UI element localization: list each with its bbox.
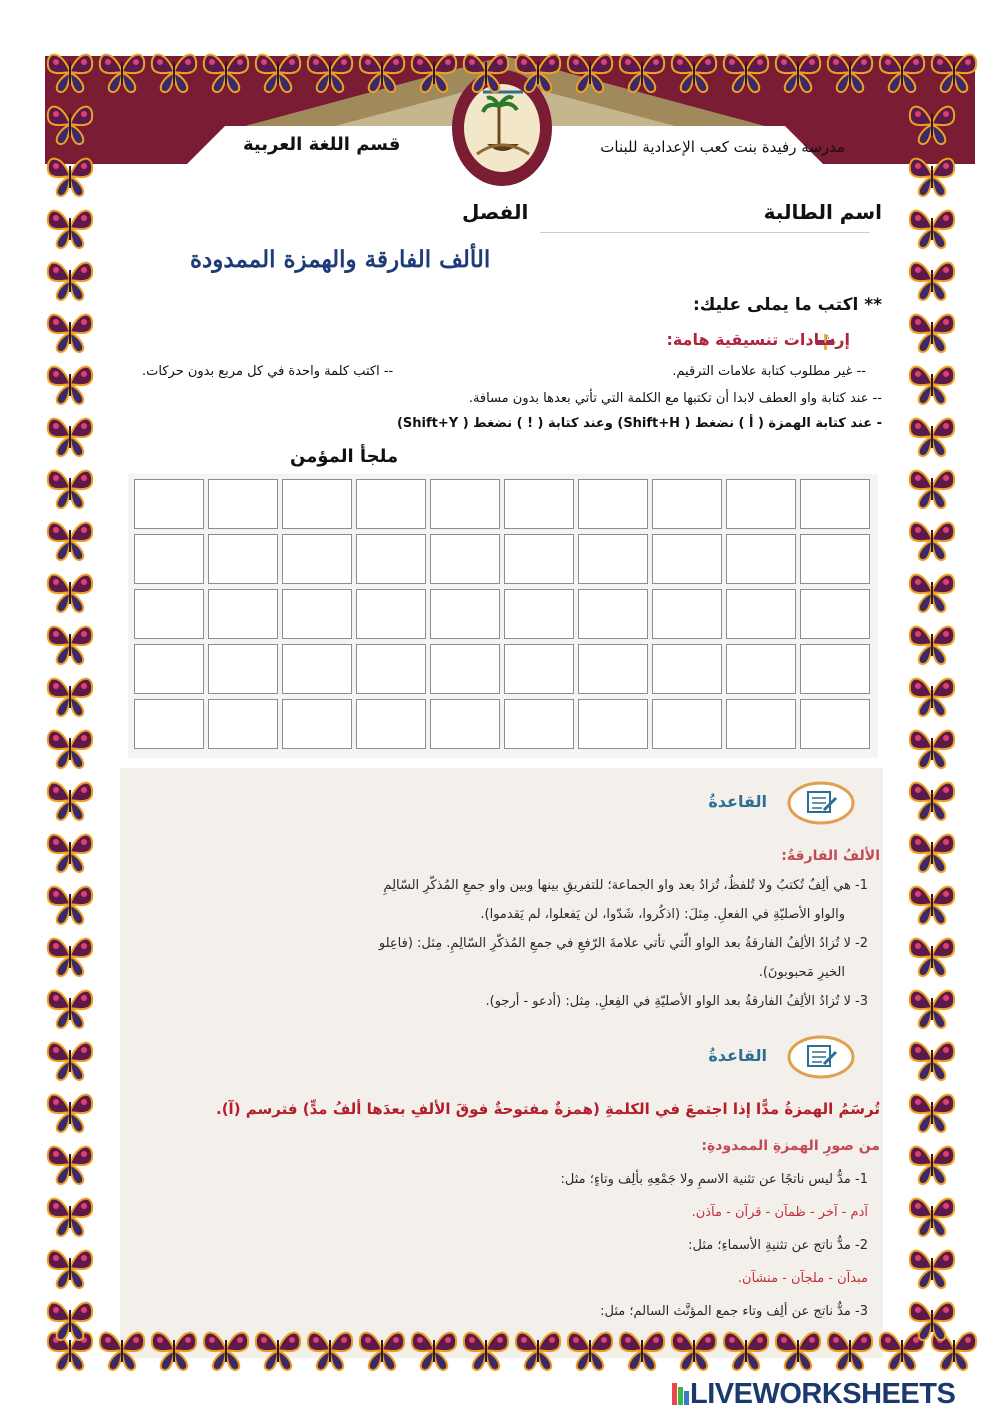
butterfly-icon [304,1324,356,1376]
butterfly-icon [906,618,958,670]
butterfly-icon [616,1324,668,1376]
butterfly-icon [44,1086,96,1138]
butterfly-icon [906,514,958,566]
butterfly-icon [906,982,958,1034]
butterfly-icon [44,462,96,514]
student-name-label: اسم الطالبة [763,200,882,224]
butterfly-icon [906,1086,958,1138]
answer-box[interactable] [726,699,796,749]
butterfly-icon [906,930,958,982]
answer-box[interactable] [356,644,426,694]
answer-box[interactable] [430,589,500,639]
butterfly-icon [408,1324,460,1376]
butterfly-icon [96,1324,148,1376]
rule2-badge-icon [786,1034,856,1080]
butterfly-icon [668,46,720,98]
butterfly-icon [44,982,96,1034]
rule1-point2a: 2- لا تُزادُ الألِفُ الفارقةُ بعد الواو الّتي تأتي علامةَ الرّفعِ في جمعِ المُذكّرِ السّالِمِ. مِثل: (فاعِلو [378,936,868,951]
butterfly-icon [564,46,616,98]
butterfly-icon [44,1242,96,1294]
rule1-badge-label: القاعدةُ [708,792,767,811]
answer-box[interactable] [356,534,426,584]
answer-box[interactable] [652,644,722,694]
rule1-section-title: الألفُ الفارقةُ: [781,848,880,864]
butterfly-icon [906,826,958,878]
butterfly-icon [720,46,772,98]
butterfly-icon [906,566,958,618]
rule1-point1b: والواو الأصليّةِ في الفعلِ. مِثلَ: (اذكُروا، شَدّوا، لن يَفعلوا، لم يَقدموا). [480,907,845,922]
butterfly-icon [44,1294,96,1346]
butterfly-icon [44,254,96,306]
answer-box[interactable] [134,644,204,694]
butterfly-icon [44,1034,96,1086]
butterfly-icon [906,462,958,514]
answer-box[interactable] [504,479,574,529]
butterfly-icon [44,618,96,670]
butterfly-icon [906,254,958,306]
butterfly-icon [772,46,824,98]
guideline-3: -- عند كتابة واو العطف لابدا أن تكتبها مع الكلمة التي تأتي بعدها بدون مسافة. [468,391,882,406]
butterfly-icon [906,410,958,462]
guideline-2: -- اكتب كلمة واحدة في كل مربع بدون حركات. [142,364,394,379]
answer-box[interactable] [430,479,500,529]
answer-box[interactable] [208,534,278,584]
answer-box[interactable] [282,534,352,584]
butterfly-icon [252,46,304,98]
answer-box[interactable] [282,589,352,639]
butterfly-icon [200,46,252,98]
butterfly-icon [44,878,96,930]
butterfly-icon [44,150,96,202]
answer-box[interactable] [430,534,500,584]
answer-box[interactable] [652,699,722,749]
answer-box[interactable] [356,699,426,749]
butterfly-icon [928,46,980,98]
butterfly-icon [44,306,96,358]
answer-box[interactable] [430,644,500,694]
answer-box[interactable] [504,699,574,749]
answer-box[interactable] [726,644,796,694]
butterfly-icon [148,1324,200,1376]
butterfly-icon [906,358,958,410]
butterfly-icon [44,774,96,826]
butterfly-icon [512,1324,564,1376]
rule1-point2b: الخيرِ مَحبوبونَ). [758,965,845,980]
guideline-1: -- غير مطلوب كتابة علامات الترقيم. [672,364,866,379]
butterfly-icon [616,46,668,98]
rule-badge-icon [786,780,856,826]
butterfly-icon [876,46,928,98]
dictation-instruction: ** اكتب ما يملى عليك: [692,295,882,315]
answer-box[interactable] [134,479,204,529]
butterfly-icon [44,826,96,878]
department-name: قسم اللغة العربية [243,134,401,155]
butterfly-icon [44,670,96,722]
answer-box[interactable] [134,699,204,749]
butterfly-icon [44,722,96,774]
rule2-badge-label: القاعدةُ [708,1046,767,1065]
butterfly-icon [906,98,958,150]
rule2-main: تُرسَمُ الهمزةُ مدًّا إذا اجتمعَ في الكلمةِ (همزةٌ مفتوحةٌ فوقَ الألفِ بعدَها ألفُ مدٍّ) فترسم (آ). [216,1100,880,1118]
border-bottom [44,1324,980,1376]
butterfly-icon [44,202,96,254]
butterfly-icon [906,670,958,722]
rule1-point1a: 1- هي ألِفٌ تُكتبُ ولا تُلفظُ، تُزادُ بعد واو الجماعة؛ للتفريقِ بينها وبين واو جمعِ المُذكّرِ السّالِمِ [383,878,868,893]
butterfly-icon [44,1190,96,1242]
butterfly-icon [44,46,96,98]
answer-box[interactable] [430,699,500,749]
lesson-title: الألف الفارقة والهمزة الممدودة [190,246,491,273]
butterfly-icon [906,1242,958,1294]
butterfly-icon [906,1138,958,1190]
answer-box[interactable] [578,644,648,694]
liveworksheets-logo-icon [672,1383,690,1405]
liveworksheets-watermark: LIVEWORKSHEETS [690,1378,956,1410]
butterfly-icon [906,774,958,826]
butterfly-icon [906,150,958,202]
butterfly-icon [906,202,958,254]
answer-box[interactable] [134,589,204,639]
rule2-form3: 3- مدٌّ ناتج عن ألِف وتاء جمع المؤنَّث السالم؛ مثل: [600,1304,868,1319]
butterfly-icon [460,1324,512,1376]
answer-box[interactable] [800,589,870,639]
answer-box[interactable] [504,534,574,584]
rule2-form1: 1- مدٌّ ليس ناتجًا عن تثنية الاسمِ ولا جَمْعِهِ بألِف وتاءٍ؛ مثل: [560,1172,868,1187]
butterfly-icon [44,514,96,566]
butterfly-icon [200,1324,252,1376]
answer-box[interactable] [800,534,870,584]
answer-box[interactable] [356,589,426,639]
answer-box[interactable] [282,699,352,749]
butterfly-icon [44,566,96,618]
answer-box[interactable] [800,644,870,694]
butterfly-icon [460,46,512,98]
answer-box[interactable] [800,699,870,749]
border-right [906,98,958,1346]
dictation-word: ملجأ المؤمن [290,446,399,467]
answer-box[interactable] [134,534,204,584]
border-top [44,46,980,98]
butterfly-icon [356,1324,408,1376]
butterfly-icon [148,46,200,98]
answer-box[interactable] [504,644,574,694]
answer-box[interactable] [726,589,796,639]
butterfly-icon [906,1034,958,1086]
answer-box[interactable] [652,589,722,639]
butterfly-icon [668,1324,720,1376]
butterfly-icon [44,98,96,150]
rule1-point3: 3- لا تُزادُ الألِفُ الفارقةُ بعد الواو الأصليّةِ في الفِعلِ. مِثل: (أدعو - أرجو). [485,994,868,1009]
butterfly-icon [408,46,460,98]
answer-box[interactable] [208,644,278,694]
answer-box[interactable] [578,534,648,584]
answer-box[interactable] [652,479,722,529]
class-label: الفصل [462,200,529,224]
butterfly-icon [906,878,958,930]
rule2-form1-examples: آدم - آخر - ظمآن - قرآن - مآذن. [691,1205,868,1220]
answer-box[interactable] [282,479,352,529]
answer-box[interactable] [578,479,648,529]
butterfly-icon [356,46,408,98]
butterfly-icon [772,1324,824,1376]
answer-box[interactable] [208,589,278,639]
butterfly-icon [906,1294,958,1346]
butterfly-icon [304,46,356,98]
guideline-4: - عند كتابة الهمزة ( أ ) نضغط ( Shift+H) وعند كتابة ( ! ) نضغط ( Shift+Y) [396,416,882,431]
rule2-form2: 2- مدٌّ ناتج عن تثنيةِ الأسماءِ؛ مثل: [688,1238,868,1253]
school-name: مدرسة رفيدة بنت كعب الإعدادية للبنات [600,138,845,156]
answer-box[interactable] [726,479,796,529]
butterfly-icon [564,1324,616,1376]
butterfly-icon [44,358,96,410]
butterfly-icon [96,46,148,98]
answer-box[interactable] [578,699,648,749]
answer-box[interactable] [726,534,796,584]
butterfly-icon [252,1324,304,1376]
rule2-forms-title: من صورِ الهمزةِ الممدودةِ: [701,1138,880,1154]
butterfly-icon [824,46,876,98]
butterfly-icon [906,722,958,774]
butterfly-icon [720,1324,772,1376]
butterfly-icon [824,1324,876,1376]
butterfly-icon [44,410,96,462]
answer-box[interactable] [578,589,648,639]
answer-box[interactable] [800,479,870,529]
answer-grid [128,474,878,758]
rule2-form2-examples: مبدآن - ملجآن - منشآن. [737,1271,868,1286]
answer-box[interactable] [504,589,574,639]
answer-box[interactable] [208,479,278,529]
answer-box[interactable] [652,534,722,584]
butterfly-icon [44,1138,96,1190]
butterfly-icon [512,46,564,98]
rules-panel [120,768,883,1358]
answer-box[interactable] [356,479,426,529]
butterfly-icon [906,1190,958,1242]
divider [540,232,870,233]
answer-box[interactable] [208,699,278,749]
butterfly-icon [44,930,96,982]
border-left [44,98,96,1346]
butterfly-icon [906,306,958,358]
guidelines-heading: إرشادات تنسيقية هامة: [666,330,850,349]
answer-box[interactable] [282,644,352,694]
